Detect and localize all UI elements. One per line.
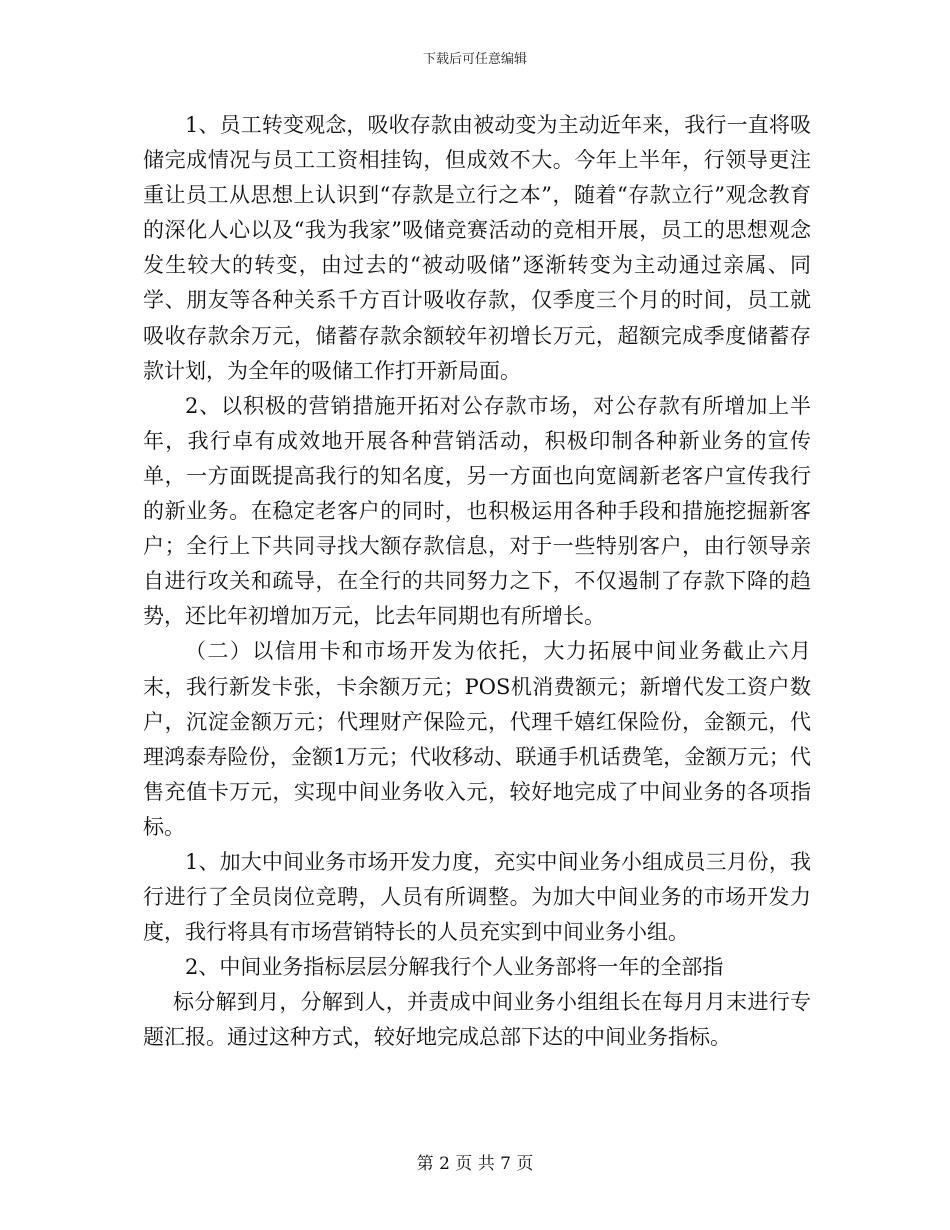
paragraph-intermediate-business: （二）以信用卡和市场开发为依托，大力拓展中间业务截止六月末，我行新发卡张，卡余额万元；POS机消费额元；新增代发工资户数户，沉淀金额万元；代理财产保险元，代理千嬉红保险份，金额元，代理鸿泰寿险份，金额1万元；代收移动、联通手机话费笔，金额万元；代售充值卡万元，实现中间业务收入元，较好地完成了中间业务的各项指标。 [143, 639, 811, 839]
page-header-note: 下载后可任意编辑 [422, 52, 527, 67]
paragraph-indicator-continuation: 标分解到月，分解到人，并责成中间业务小组组长在每月月末进行专题汇报。通过这种方式，较好地完成总部下达的中间业务指标。 [143, 990, 811, 1050]
page-number-footer: 第 2 页 共 7 页 [416, 1154, 534, 1174]
paragraph-deposit-concept: 1、员工转变观念，吸收存款由被动变为主动近年来，我行一直将吸储完成情况与员工工资相挂钩，但成效不大。今年上半年，行领导更注重让员工从思想上认识到“存款是立行之本”，随着“存款立行”观念教育的深化人心以及“我为我家”吸储竞赛活动的竞相开展，员工的思想观念发生较大的转变，由过去的“被动吸储”逐渐转变为主动通过亲属、同学、朋友等各种关系千方百计吸收存款，仅季度三个月的时间，员工就吸收存款余万元，储蓄存款余额较年初增长万元，超额完成季度储蓄存款计划，为全年的吸储工作打开新局面。 [143, 113, 811, 383]
document-body [143, 108, 811, 1056]
paragraph-corporate-deposit: 2、以积极的营销措施开拓对公存款市场，对公存款有所增加上半年，我行卓有成效地开展各种营销活动，积极印制各种新业务的宣传单，一方面既提高我行的知名度，另一方面也向宽阔新老客户宣传我行的新业务。在稳定老客户的同时，也积极运用各种手段和措施挖掘新客户；全行上下共同寻找大额存款信息，对于一些特别客户，由行领导亲自进行攻关和疏导，在全行的共同努力之下，不仅遏制了存款下降的趋势，还比年初增加万元，比去年同期也有所增长。 [143, 393, 811, 629]
paragraph-market-development: 1、加大中间业务市场开发力度，充实中间业务小组成员三月份，我行进行了全员岗位竞聘，人员有所调整。为加大中间业务的市场开发力度，我行将具有市场营销特长的人员充实到中间业务小组。 [143, 849, 811, 945]
paragraph-indicator-breakdown: 2、中间业务指标层层分解我行个人业务部将一年的全部指 [185, 955, 724, 980]
